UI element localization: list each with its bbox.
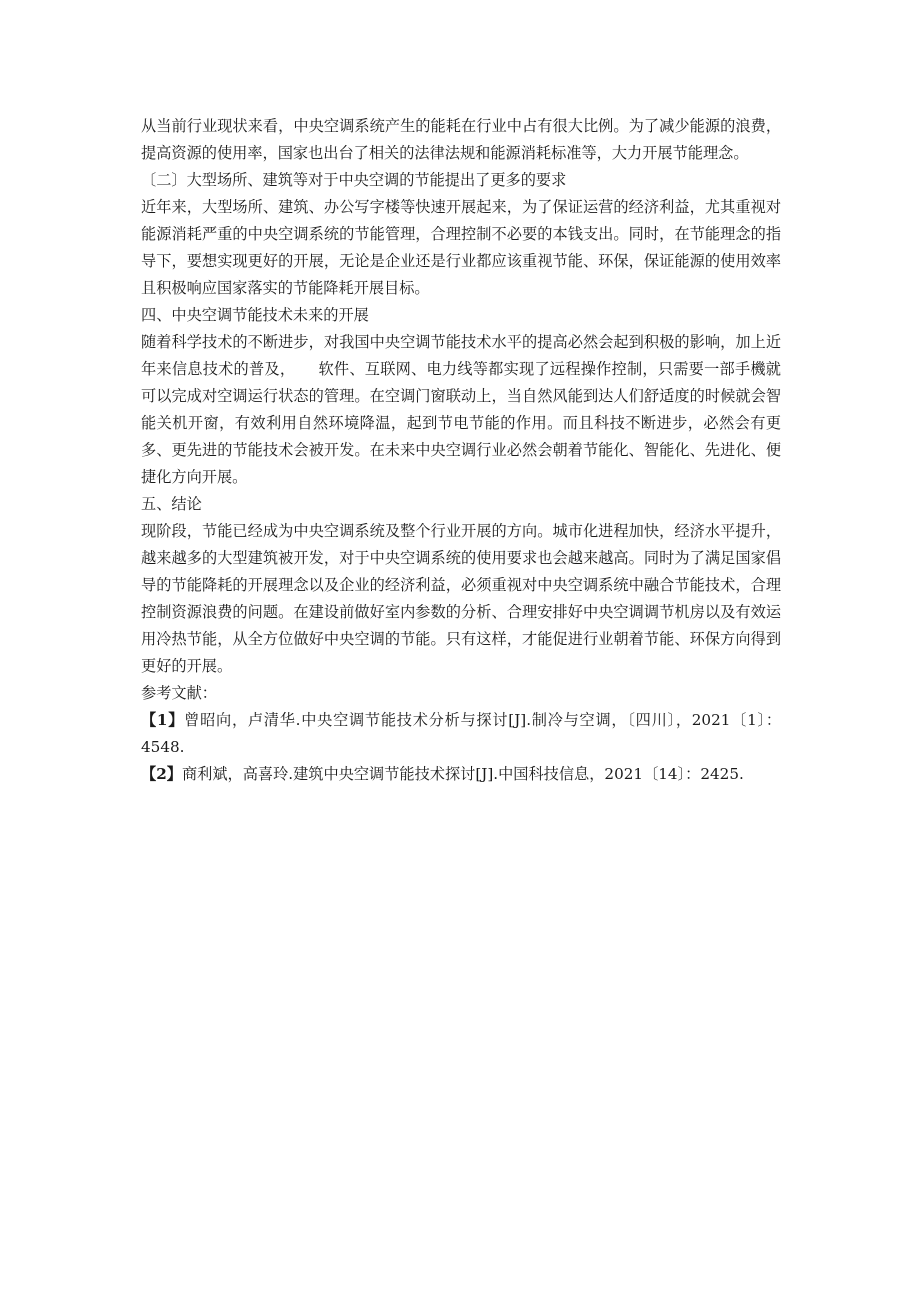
paragraph-energy-consumption: 从当前行业现状来看，中央空调系统产生的能耗在行业中占有很大比例。为了减少能源的浪费，提高资源的使用率，国家也出台了相关的法律法规和能源消耗标准等，大力开展节能理念。 [141, 117, 781, 162]
reference-item [141, 761, 781, 788]
section-heading-large-venues: 〔二〕大型场所、建筑等对于中央空调的节能提出了更多的要求 [141, 171, 567, 189]
reference-item [141, 707, 781, 761]
document-body [141, 113, 781, 788]
reference-text: 曾昭向，卢清华.中央空调节能技术分析与探讨[J].制冷与空调，〔四川〕，2021〔1〕：4548. [141, 711, 782, 756]
paragraph-future: 随着科学技术的不断进步，对我国中央空调节能技术水平的提高必然会起到积极的影响，加上近年来信息技术的普及， 软件、互联网、电力线等都实现了远程操作控制，只需要一部手機就可以完成对空调运行状态的管理。在空调门窗联动上，当自然风能到达人们舒适度的时候就会智能关机开窗，有效利用自然环境降温，起到节电节能的作用。而且科技不断进步，必然会有更多、更先进的节能技术会被开发。在未来中央空调行业必然会朝着节能化、智能化、先进化、便捷化方向开展。 [141, 333, 781, 486]
references-heading: 参考文献： [141, 684, 217, 702]
reference-number: 【2】 [141, 765, 182, 783]
paragraph-conclusion: 现阶段，节能已经成为中央空调系统及整个行业开展的方向。城市化进程加快，经济水平提升，越来越多的大型建筑被开发，对于中央空调系统的使用要求也会越来越高。同时为了满足国家倡导的节能降耗的开展理念以及企业的经济利益，必须重视对中央空调系统中融合节能技术，合理控制资源浪费的问题。在建设前做好室内参数的分析、合理安排好中央空调调节机房以及有效运用冷热节能，从全方位做好中央空调的节能。只有这样，才能促进行业朝着节能、环保方向得到更好的开展。 [141, 522, 781, 675]
reference-text: 商利斌，高喜玲.建筑中央空调节能技术探讨[J].中国科技信息，2021〔14〕：2425. [181, 765, 744, 783]
reference-number: 【1】 [141, 711, 185, 729]
section-heading-future: 四、中央空调节能技术未来的开展 [141, 306, 369, 324]
section-heading-conclusion: 五、结论 [141, 495, 202, 513]
paragraph-large-venues: 近年来，大型场所、建筑、办公写字楼等快速开展起来，为了保证运营的经济利益，尤其重视对能源消耗严重的中央空调系统的节能管理，合理控制不必要的本钱支出。同时，在节能理念的指导下，要想实现更好的开展，无论是企业还是行业都应该重视节能、环保，保证能源的使用效率且积极响应国家落实的节能降耗开展目标。 [141, 198, 781, 297]
